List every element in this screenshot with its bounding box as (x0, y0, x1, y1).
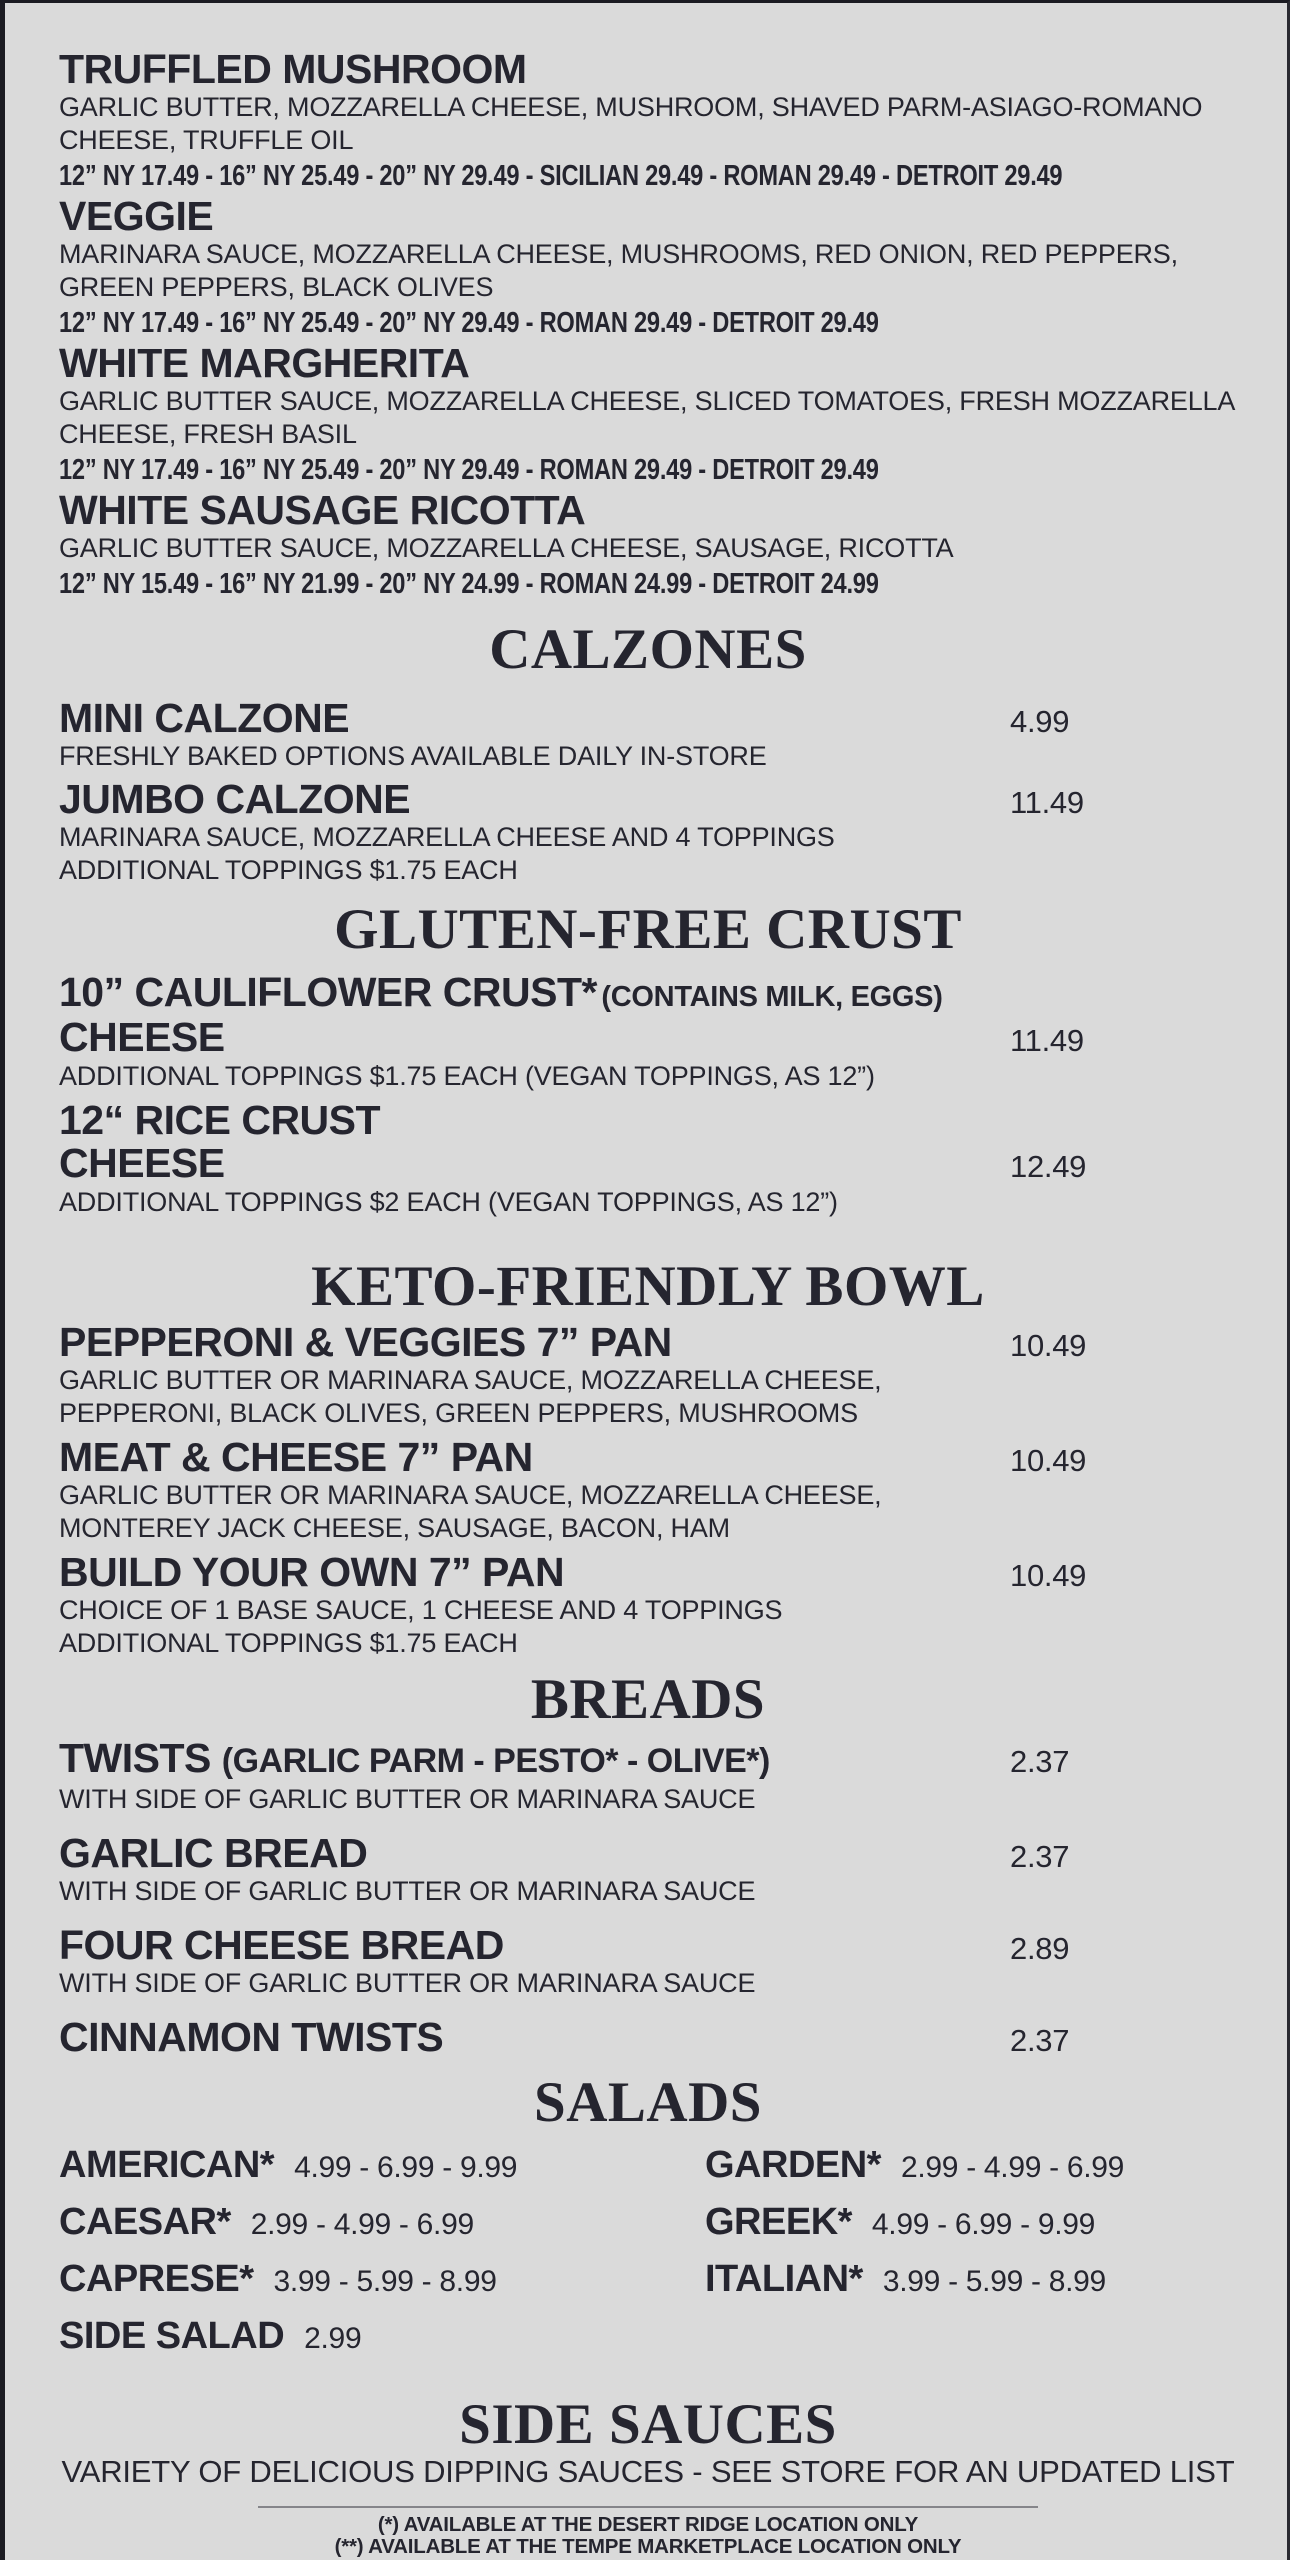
section-keto-friendly-bowl (59, 1255, 1237, 1660)
salad-name: ITALIAN* (705, 2258, 863, 2300)
menu-item-truffled-mushroom (59, 46, 1237, 192)
salad-prices: 3.99 - 5.99 - 8.99 (882, 2265, 1106, 2298)
item-description-line: WITH SIDE OF GARLIC BUTTER OR MARINARA SAUCE (59, 1876, 756, 1906)
salad-row-italian (651, 2257, 1237, 2304)
item-size-prices: 12” NY 17.49 - 16” NY 25.49 - 20” NY 29.49 - ROMAN 29.49 - DETROIT 29.49 (59, 454, 879, 486)
salad-row-garden (651, 2143, 1237, 2190)
salad-name: AMERICAN* (59, 2144, 275, 2186)
section-title: CALZONES (489, 618, 807, 681)
item-name: TRUFFLED MUSHROOM (59, 46, 527, 92)
item-price: 10.49 (1010, 1443, 1087, 1478)
item-name: PEPPERONI & VEGGIES 7” PAN (59, 1319, 672, 1365)
salad-name: CAESAR* (59, 2201, 231, 2243)
section-gluten-free-crust (59, 898, 1237, 1219)
section-title: GLUTEN-FREE CRUST (334, 898, 962, 961)
item-price: 12.49 (1010, 1149, 1087, 1184)
item-price: 2.37 (1010, 2023, 1070, 2058)
section-title: KETO-FRIENDLY BOWL (311, 1255, 985, 1318)
footnote-desert-ridge: (*) AVAILABLE AT THE DESERT RIDGE LOCATION ONLY (377, 2513, 919, 2536)
item-description-line: PEPPERONI, BLACK OLIVES, GREEN PEPPERS, MUSHROOMS (59, 1398, 858, 1428)
side-sauces-description: VARIETY OF DELICIOUS DIPPING SAUCES - SEE STORE FOR AN UPDATED LIST (61, 2454, 1235, 2489)
item-price: 2.89 (1010, 1931, 1070, 1966)
section-side-sauces (59, 2393, 1237, 2489)
salad-prices: 2.99 - 4.99 - 6.99 (250, 2208, 474, 2241)
item-description-line: MARINARA SAUCE, MOZZARELLA CHEESE, MUSHROOMS, RED ONION, RED PEPPERS, (59, 239, 1178, 269)
salad-row-american (59, 2143, 651, 2190)
footer-notes (59, 2514, 1237, 2558)
salad-row-caesar (59, 2200, 651, 2247)
menu-item-garlic-bread (59, 1830, 1237, 1908)
section-salads (59, 2071, 1237, 2371)
menu-item-rice-crust (59, 1097, 1237, 1219)
menu-item-cinnamon-twists (59, 2014, 1237, 2060)
item-description-line: CHEESE, TRUFFLE OIL (59, 125, 354, 155)
item-description-line: WITH SIDE OF GARLIC BUTTER OR MARINARA SAUCE (59, 1968, 756, 1998)
item-name: BUILD YOUR OWN 7” PAN (59, 1549, 565, 1595)
item-name: VEGGIE (59, 193, 214, 239)
salad-name: CAPRESE* (59, 2258, 254, 2300)
item-price: 2.37 (1010, 1744, 1070, 1779)
item-name: CINNAMON TWISTS (59, 2014, 444, 2060)
item-variant-name: CHEESE (59, 1014, 225, 1060)
menu-item-white-margherita (59, 340, 1237, 486)
menu-item-build-your-own-pan (59, 1549, 1237, 1660)
section-breads (59, 1668, 1237, 2060)
item-price: 10.49 (1010, 1558, 1087, 1593)
item-name: WHITE MARGHERITA (59, 340, 470, 386)
item-description-line: ADDITIONAL TOPPINGS $1.75 EACH (59, 1628, 518, 1658)
item-size-prices: 12” NY 17.49 - 16” NY 25.49 - 20” NY 29.49 - ROMAN 29.49 - DETROIT 29.49 (59, 307, 879, 339)
item-name: 12“ RICE CRUST (59, 1097, 381, 1143)
menu-item-four-cheese-bread (59, 1922, 1237, 2000)
item-name: JUMBO CALZONE (59, 776, 411, 822)
item-price: 10.49 (1010, 1328, 1087, 1363)
item-toppings-note: ADDITIONAL TOPPINGS $2 EACH (VEGAN TOPPINGS, AS 12”) (59, 1187, 838, 1217)
item-price: 11.49 (1010, 1023, 1084, 1058)
footer-divider (258, 2506, 1038, 2508)
item-name: MINI CALZONE (59, 695, 350, 741)
salads-grid (59, 2143, 1237, 2371)
salads-right-column (651, 2143, 1237, 2371)
item-allergen-note: (CONTAINS MILK, EGGS) (601, 981, 943, 1013)
salad-name: GREEK* (705, 2201, 852, 2243)
item-size-prices: 12” NY 17.49 - 16” NY 25.49 - 20” NY 29.49 - SICILIAN 29.49 - ROMAN 29.49 - DETROIT 29.49 (59, 160, 1063, 192)
section-title: SALADS (534, 2071, 762, 2134)
salad-name: SIDE SALAD (59, 2315, 285, 2357)
item-description-line: GARLIC BUTTER OR MARINARA SAUCE, MOZZARELLA CHEESE, (59, 1480, 882, 1510)
item-description-line: GARLIC BUTTER, MOZZARELLA CHEESE, MUSHROOM, SHAVED PARM-ASIAGO-ROMANO (59, 92, 1203, 122)
item-variant-name: CHEESE (59, 1140, 225, 1186)
item-size-prices: 12” NY 15.49 - 16” NY 21.99 - 20” NY 24.99 - ROMAN 24.99 - DETROIT 24.99 (59, 568, 879, 600)
item-name: MEAT & CHEESE 7” PAN (59, 1434, 533, 1480)
item-name: FOUR CHEESE BREAD (59, 1922, 504, 1968)
footnote-tempe-marketplace: (**) AVAILABLE AT THE TEMPE MARKETPLACE LOCATION ONLY (334, 2535, 962, 2558)
section-title: BREADS (530, 1668, 766, 1731)
item-name-row (59, 1097, 1237, 1143)
menu-item-cauliflower-crust (59, 969, 1237, 1093)
item-description-line: GARLIC BUTTER OR MARINARA SAUCE, MOZZARELLA CHEESE, (59, 1365, 882, 1395)
salad-row-caprese (59, 2257, 651, 2304)
section-calzones (59, 618, 1237, 887)
section-pizzas (59, 46, 1237, 600)
menu-item-meat-cheese-pan (59, 1434, 1237, 1545)
section-title: SIDE SAUCES (459, 2393, 837, 2456)
item-description-line: GREEN PEPPERS, BLACK OLIVES (59, 272, 494, 302)
salad-prices: 2.99 - 4.99 - 6.99 (900, 2151, 1125, 2184)
menu-item-jumbo-calzone (59, 776, 1237, 887)
salad-prices: 3.99 - 5.99 - 8.99 (273, 2265, 497, 2298)
menu-item-twists (59, 1735, 1237, 1816)
item-description-line: FRESHLY BAKED OPTIONS AVAILABLE DAILY IN-STORE (59, 741, 767, 771)
item-description-line: CHOICE OF 1 BASE SAUCE, 1 CHEESE AND 4 TOPPINGS (59, 1595, 783, 1625)
item-toppings-note: ADDITIONAL TOPPINGS $1.75 EACH (VEGAN TOPPINGS, AS 12”) (59, 1061, 875, 1091)
item-name-row (59, 969, 1237, 1015)
menu-item-pepperoni-veggies-pan (59, 1319, 1237, 1430)
item-description-line: ADDITIONAL TOPPINGS $1.75 EACH (59, 855, 518, 885)
item-price: 4.99 (1010, 704, 1070, 739)
item-description-line: CHEESE, FRESH BASIL (59, 419, 357, 449)
item-price: 2.37 (1010, 1839, 1070, 1874)
salad-name: GARDEN* (705, 2144, 881, 2186)
menu-item-veggie (59, 193, 1237, 339)
item-description-line: MONTEREY JACK CHEESE, SAUSAGE, BACON, HAM (59, 1513, 730, 1543)
item-variant-row (59, 1014, 1237, 1060)
item-name: WHITE SAUSAGE RICOTTA (59, 487, 586, 533)
item-name: GARLIC BREAD (59, 1830, 368, 1876)
salad-prices: 4.99 - 6.99 - 9.99 (294, 2151, 518, 2184)
item-name-suffix: (GARLIC PARM - PESTO* - OLIVE*) (221, 1742, 770, 1780)
item-description-line: GARLIC BUTTER SAUCE, MOZZARELLA CHEESE, SAUSAGE, RICOTTA (59, 533, 954, 563)
menu-content (5, 3, 1287, 2558)
salad-row-greek (651, 2200, 1237, 2247)
menu-item-white-sausage-ricotta (59, 487, 1237, 600)
item-price: 11.49 (1010, 785, 1084, 820)
salad-row-side-salad (59, 2314, 651, 2361)
item-name: 10” CAULIFLOWER CRUST* (59, 969, 597, 1015)
item-variant-row (59, 1140, 1237, 1186)
item-description-line: GARLIC BUTTER SAUCE, MOZZARELLA CHEESE, SLICED TOMATOES, FRESH MOZZARELLA (59, 386, 1236, 416)
item-description-line: WITH SIDE OF GARLIC BUTTER OR MARINARA SAUCE (59, 1784, 756, 1814)
salad-prices: 4.99 - 6.99 - 9.99 (871, 2208, 1096, 2241)
item-name: TWISTS (59, 1735, 211, 1781)
salads-left-column (59, 2143, 651, 2371)
menu-item-mini-calzone (59, 695, 1237, 773)
item-description-line: MARINARA SAUCE, MOZZARELLA CHEESE AND 4 TOPPINGS (59, 822, 835, 852)
salad-prices: 2.99 (304, 2322, 362, 2355)
